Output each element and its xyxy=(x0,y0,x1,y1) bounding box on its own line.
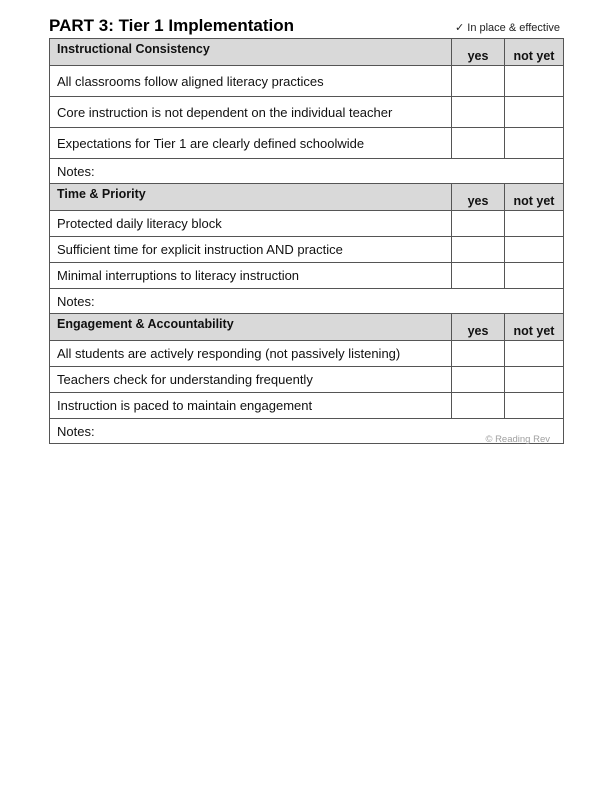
page-title: PART 3: Tier 1 Implementation xyxy=(49,16,294,35)
checklist-row xyxy=(50,66,564,97)
yes-column-header: yes xyxy=(452,39,505,66)
checklist-row xyxy=(50,393,564,419)
not-yet-checkbox-cell[interactable] xyxy=(505,128,564,159)
yes-checkbox-cell[interactable] xyxy=(452,211,505,237)
checklist-row xyxy=(50,341,564,367)
notes-row xyxy=(50,159,564,184)
yes-column-header: yes xyxy=(452,314,505,341)
section-title: Engagement & Accountability xyxy=(50,314,452,341)
checklist-item-label: Sufficient time for explicit instruction AND practice xyxy=(50,237,452,263)
yes-checkbox-cell[interactable] xyxy=(452,341,505,367)
yes-column-header: yes xyxy=(452,184,505,211)
not-yet-checkbox-cell[interactable] xyxy=(505,237,564,263)
yes-checkbox-cell[interactable] xyxy=(452,66,505,97)
not-yet-checkbox-cell[interactable] xyxy=(505,367,564,393)
not-yet-column-header: not yet xyxy=(505,184,564,211)
not-yet-column-header: not yet xyxy=(505,39,564,66)
legend-in-place-effective: ✓ In place & effective xyxy=(454,22,560,34)
section-header-instructional-consistency xyxy=(50,39,564,66)
section-title: Instructional Consistency xyxy=(50,39,452,66)
notes-row xyxy=(50,289,564,314)
copyright-footer: © Reading Rev xyxy=(485,434,550,445)
yes-checkbox-cell[interactable] xyxy=(452,97,505,128)
yes-checkbox-cell[interactable] xyxy=(452,237,505,263)
page-header xyxy=(49,16,563,38)
checklist-item-label: Protected daily literacy block xyxy=(50,211,452,237)
yes-checkbox-cell[interactable] xyxy=(452,393,505,419)
checklist-row xyxy=(50,97,564,128)
checklist-row xyxy=(50,211,564,237)
checklist-row xyxy=(50,128,564,159)
checklist-item-label: Instruction is paced to maintain engagement xyxy=(50,393,452,419)
not-yet-checkbox-cell[interactable] xyxy=(505,97,564,128)
notes-field[interactable]: Notes: xyxy=(50,289,564,314)
section-header-engagement-accountability xyxy=(50,314,564,341)
notes-field[interactable]: Notes: xyxy=(50,419,564,444)
not-yet-checkbox-cell[interactable] xyxy=(505,393,564,419)
yes-checkbox-cell[interactable] xyxy=(452,263,505,289)
checklist-row xyxy=(50,367,564,393)
tier1-checklist-table xyxy=(49,38,564,444)
section-header-time-priority xyxy=(50,184,564,211)
checklist-item-label: Teachers check for understanding frequently xyxy=(50,367,452,393)
not-yet-checkbox-cell[interactable] xyxy=(505,211,564,237)
not-yet-column-header: not yet xyxy=(505,314,564,341)
checklist-item-label: Minimal interruptions to literacy instruction xyxy=(50,263,452,289)
checklist-item-label: All students are actively responding (not passively listening) xyxy=(50,341,452,367)
not-yet-checkbox-cell[interactable] xyxy=(505,263,564,289)
checklist-row xyxy=(50,263,564,289)
checklist-item-label: Expectations for Tier 1 are clearly defined schoolwide xyxy=(50,128,452,159)
yes-checkbox-cell[interactable] xyxy=(452,128,505,159)
checklist-row xyxy=(50,237,564,263)
not-yet-checkbox-cell[interactable] xyxy=(505,341,564,367)
checklist-item-label: Core instruction is not dependent on the individual teacher xyxy=(50,97,452,128)
checklist-item-label: All classrooms follow aligned literacy practices xyxy=(50,66,452,97)
notes-field[interactable]: Notes: xyxy=(50,159,564,184)
yes-checkbox-cell[interactable] xyxy=(452,367,505,393)
section-title: Time & Priority xyxy=(50,184,452,211)
not-yet-checkbox-cell[interactable] xyxy=(505,66,564,97)
